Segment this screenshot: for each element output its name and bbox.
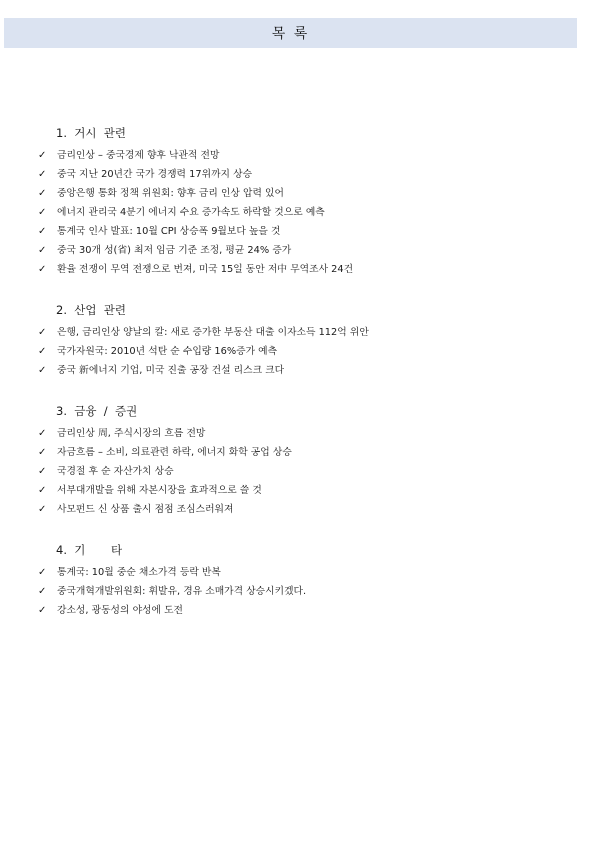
list-item <box>38 601 578 620</box>
check-icon: ✓ <box>38 169 47 180</box>
item-list <box>38 424 578 519</box>
check-icon: ✓ <box>38 466 47 477</box>
list-item-text: 중앙은행 통화 정책 위원회: 향후 금리 인상 압력 있어 <box>57 188 284 199</box>
list-item <box>38 260 578 279</box>
check-icon: ✓ <box>38 207 47 218</box>
list-item-text: 중국 지난 20년간 국가 경쟁력 17위까지 상승 <box>57 169 253 180</box>
list-item <box>38 443 578 462</box>
check-icon: ✓ <box>38 485 47 496</box>
check-icon: ✓ <box>38 188 47 199</box>
title-bar <box>4 18 577 48</box>
check-icon: ✓ <box>38 150 47 161</box>
toc-section <box>38 303 578 380</box>
toc-content <box>38 126 578 644</box>
list-item-text: 서부대개발을 위해 자본시장을 효과적으로 쓸 것 <box>57 485 262 496</box>
list-item-text: 은행, 금리인상 양날의 칼: 새로 증가한 부동산 대출 이자소득 112억 위안 <box>57 327 369 338</box>
list-item-text: 통계국 인사 발표: 10월 CPI 상승폭 9월보다 높을 것 <box>57 226 281 237</box>
list-item <box>38 241 578 260</box>
check-icon: ✓ <box>38 605 47 616</box>
list-item <box>38 342 578 361</box>
check-icon: ✓ <box>38 226 47 237</box>
list-item-text: 강소성, 광동성의 야성에 도전 <box>57 605 184 616</box>
section-heading: 4. 기 타 <box>56 543 123 557</box>
item-list <box>38 323 578 380</box>
check-icon: ✓ <box>38 264 47 275</box>
list-item-text: 중국개혁개발위원회: 휘발유, 경유 소매가격 상승시키겠다. <box>57 586 307 597</box>
toc-section <box>38 126 578 279</box>
check-icon: ✓ <box>38 567 47 578</box>
list-item <box>38 361 578 380</box>
check-icon: ✓ <box>38 327 47 338</box>
list-item-text: 사모펀드 신 상품 출시 점점 조심스러워져 <box>57 504 234 515</box>
toc-section <box>38 543 578 620</box>
list-item-text: 중국 新에너지 기업, 미국 진출 공장 건설 리스크 크다 <box>57 365 285 376</box>
check-icon: ✓ <box>38 428 47 439</box>
list-item-text: 금리인상 周, 주식시장의 흐름 전망 <box>57 428 206 439</box>
check-icon: ✓ <box>38 586 47 597</box>
section-heading: 3. 금융 / 증권 <box>56 404 138 418</box>
list-item <box>38 146 578 165</box>
list-item <box>38 424 578 443</box>
list-item-text: 중국 30개 성(省) 최저 임금 기준 조정, 평균 24% 증가 <box>57 245 292 256</box>
check-icon: ✓ <box>38 447 47 458</box>
list-item-text: 금리인상 – 중국경제 향후 낙관적 전망 <box>57 150 220 161</box>
list-item <box>38 500 578 519</box>
item-list <box>38 563 578 620</box>
check-icon: ✓ <box>38 346 47 357</box>
list-item-text: 국경절 후 순 자산가치 상승 <box>57 466 174 477</box>
toc-section <box>38 404 578 519</box>
section-heading: 1. 거시 관련 <box>56 126 127 140</box>
page-title: 목 록 <box>271 26 310 42</box>
list-item-text: 에너지 관리국 4분기 에너지 수요 증가속도 하락할 것으로 예측 <box>57 207 325 218</box>
list-item <box>38 222 578 241</box>
list-item <box>38 563 578 582</box>
list-item-text: 자금흐름 – 소비, 의료관련 하락, 에너지 화학 공업 상승 <box>57 447 292 458</box>
list-item <box>38 462 578 481</box>
check-icon: ✓ <box>38 504 47 515</box>
check-icon: ✓ <box>38 245 47 256</box>
list-item <box>38 184 578 203</box>
list-item-text: 국가자원국: 2010년 석탄 순 수입량 16%증가 예측 <box>57 346 278 357</box>
list-item <box>38 323 578 342</box>
list-item <box>38 481 578 500</box>
item-list <box>38 146 578 279</box>
section-heading: 2. 산업 관련 <box>56 303 127 317</box>
list-item <box>38 203 578 222</box>
list-item <box>38 582 578 601</box>
list-item-text: 통계국: 10월 중순 채소가격 등락 반복 <box>57 567 221 578</box>
check-icon: ✓ <box>38 365 47 376</box>
list-item <box>38 165 578 184</box>
list-item-text: 환율 전쟁이 무역 전쟁으로 번져, 미국 15일 동안 저中 무역조사 24건 <box>57 264 354 275</box>
